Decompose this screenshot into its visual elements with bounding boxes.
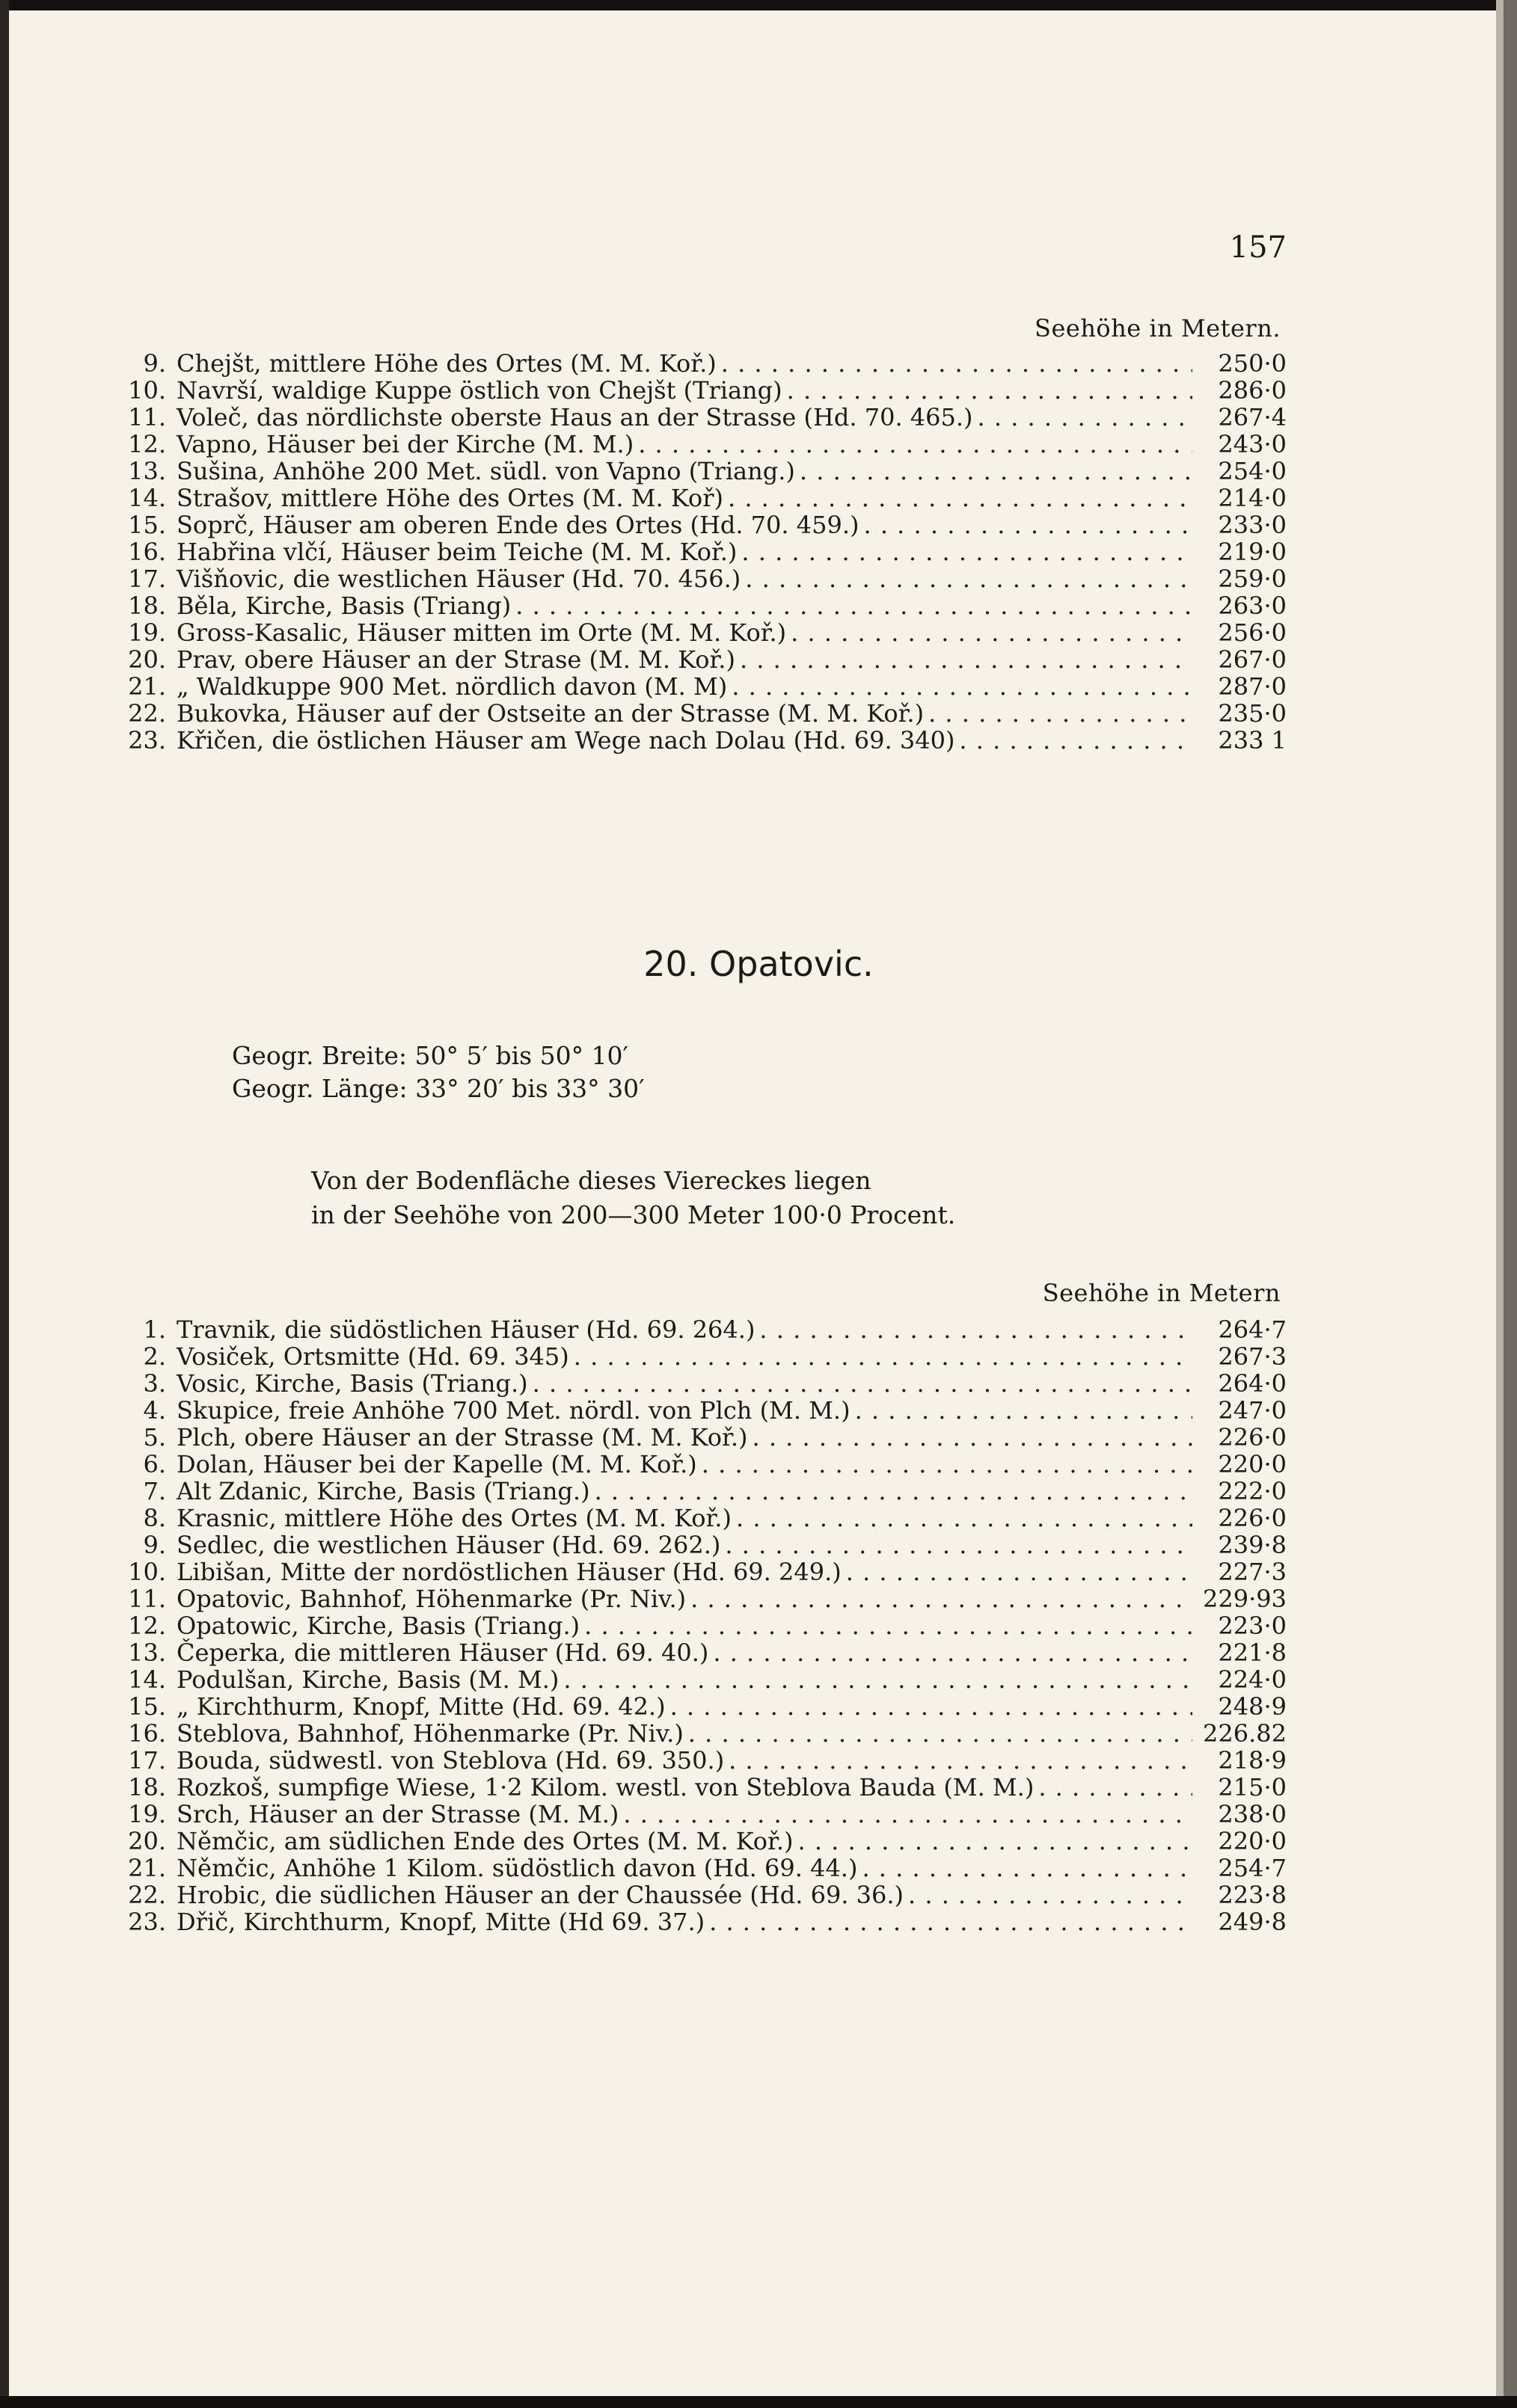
dot-leader bbox=[752, 1424, 1192, 1451]
row-location: Libišan, Mitte der nordöstlichen Häuser (Hd. 69. 249.) bbox=[177, 1558, 842, 1586]
row-location: Soprč, Häuser am oberen Ende des Ortes (Hd. 70. 459.) bbox=[177, 511, 859, 539]
row-location: Vosic, Kirche, Basis (Triang.) bbox=[177, 1369, 528, 1398]
dot-leader bbox=[563, 1666, 1192, 1693]
row-number: 2. bbox=[143, 1342, 166, 1371]
row-elevation: 259·0 bbox=[1218, 565, 1287, 593]
row-number: 14. bbox=[128, 484, 166, 512]
page-number: 157 bbox=[1229, 230, 1287, 265]
row-number: 21. bbox=[128, 672, 166, 701]
row-location: Prav, obere Häuser an der Strase (M. M. Koř.) bbox=[177, 645, 735, 674]
row-elevation: 235·0 bbox=[1218, 699, 1287, 728]
row-elevation: 226·0 bbox=[1218, 1504, 1287, 1532]
dot-leader bbox=[728, 485, 1192, 512]
row-location: Gross-Kasalic, Häuser mitten im Orte (M. M. Koř.) bbox=[177, 618, 787, 647]
row-location: Čeperka, die mittleren Häuser (Hd. 69. 40.) bbox=[177, 1638, 709, 1667]
dot-leader bbox=[862, 1855, 1192, 1882]
dot-leader bbox=[863, 512, 1192, 538]
table-row bbox=[120, 1532, 1287, 1558]
row-elevation: 254·0 bbox=[1218, 457, 1287, 485]
row-elevation: 220·0 bbox=[1218, 1450, 1287, 1478]
row-elevation: 220·0 bbox=[1218, 1827, 1287, 1855]
longitude-line: Geogr. Länge: 33° 20′ bis 33° 30′ bbox=[232, 1074, 645, 1103]
row-elevation: 226·0 bbox=[1218, 1423, 1287, 1452]
row-location: Plch, obere Häuser an der Strasse (M. M. Koř.) bbox=[177, 1423, 748, 1452]
row-location: Travnik, die südöstlichen Häuser (Hd. 69. 264.) bbox=[177, 1315, 756, 1344]
table-row bbox=[120, 619, 1287, 646]
dot-leader bbox=[533, 1370, 1192, 1397]
row-location: Hrobic, die südlichen Häuser an der Chaussée (Hd. 69. 36.) bbox=[177, 1881, 904, 1909]
row-number: 19. bbox=[128, 618, 166, 647]
table-row bbox=[120, 1316, 1287, 1343]
table-row bbox=[120, 646, 1287, 673]
row-number: 12. bbox=[128, 430, 166, 458]
row-elevation: 222·0 bbox=[1218, 1477, 1287, 1505]
row-number: 14. bbox=[128, 1665, 166, 1694]
row-location: Navrší, waldige Kuppe östlich von Chejšt (Triang) bbox=[177, 376, 782, 405]
table-row bbox=[120, 565, 1287, 592]
row-location: Višňovic, die westlichen Häuser (Hd. 70. 456.) bbox=[177, 565, 741, 593]
table-row bbox=[120, 1720, 1287, 1747]
row-elevation: 215·0 bbox=[1218, 1773, 1287, 1802]
dot-leader bbox=[638, 431, 1192, 458]
row-location: Steblova, Bahnhof, Höhenmarke (Pr. Niv.) bbox=[177, 1719, 684, 1748]
table-row bbox=[120, 1639, 1287, 1666]
table-row bbox=[120, 1397, 1287, 1424]
dot-leader bbox=[623, 1801, 1192, 1828]
row-number: 17. bbox=[128, 1746, 166, 1775]
dot-leader bbox=[787, 377, 1192, 404]
dot-leader bbox=[800, 458, 1192, 485]
table-row bbox=[120, 350, 1287, 377]
dot-leader bbox=[759, 1316, 1192, 1343]
row-elevation: 229·93 bbox=[1203, 1585, 1287, 1613]
table-row bbox=[120, 1882, 1287, 1908]
table-row bbox=[120, 727, 1287, 754]
row-number: 22. bbox=[128, 1881, 166, 1909]
row-location: Habřina vlčí, Häuser beim Teiche (M. M. Koř.) bbox=[177, 538, 738, 566]
dot-leader bbox=[959, 727, 1192, 754]
table-row bbox=[120, 1747, 1287, 1774]
row-number: 20. bbox=[128, 645, 166, 674]
table-row bbox=[120, 1612, 1287, 1639]
table-row bbox=[120, 431, 1287, 458]
row-location: „ Kirchthurm, Knopf, Mitte (Hd. 69. 42.) bbox=[177, 1692, 666, 1721]
row-number: 15. bbox=[128, 511, 166, 539]
dot-leader bbox=[740, 646, 1192, 673]
dot-leader bbox=[978, 404, 1192, 431]
row-number: 9. bbox=[143, 1531, 166, 1559]
summary-line-1: Von der Bodenfläche dieses Viereckes liegen bbox=[311, 1166, 871, 1195]
row-location: Dřič, Kirchthurm, Knopf, Mitte (Hd 69. 37.) bbox=[177, 1908, 705, 1936]
dot-leader bbox=[690, 1585, 1192, 1612]
table-row bbox=[120, 1801, 1287, 1828]
table-row bbox=[120, 1585, 1287, 1612]
row-location: Vosiček, Ortsmitte (Hd. 69. 345) bbox=[177, 1342, 569, 1371]
dot-leader bbox=[670, 1693, 1192, 1720]
row-number: 21. bbox=[128, 1854, 166, 1882]
row-elevation: 254·7 bbox=[1218, 1854, 1287, 1882]
row-elevation: 256·0 bbox=[1218, 618, 1287, 647]
row-elevation: 267·4 bbox=[1218, 403, 1287, 431]
table-row bbox=[120, 1828, 1287, 1855]
row-location: Chejšt, mittlere Höhe des Ortes (M. M. Koř.) bbox=[177, 349, 717, 378]
table-row bbox=[120, 1370, 1287, 1397]
row-location: Podulšan, Kirche, Basis (M. M.) bbox=[177, 1665, 560, 1694]
scan-border-top bbox=[0, 0, 1517, 10]
dot-leader bbox=[702, 1451, 1192, 1478]
row-elevation: 223·8 bbox=[1218, 1881, 1287, 1909]
scan-border-left bbox=[0, 0, 9, 2408]
row-elevation: 286·0 bbox=[1218, 376, 1287, 405]
table-row bbox=[120, 512, 1287, 538]
row-number: 15. bbox=[128, 1692, 166, 1721]
dot-leader bbox=[595, 1478, 1192, 1505]
row-number: 18. bbox=[128, 1773, 166, 1802]
row-number: 13. bbox=[128, 457, 166, 485]
table-row bbox=[120, 1855, 1287, 1882]
table-row bbox=[120, 1558, 1287, 1585]
row-number: 18. bbox=[128, 592, 166, 620]
dot-leader bbox=[846, 1558, 1192, 1585]
geographic-coordinates bbox=[232, 1039, 645, 1105]
row-elevation: 249·8 bbox=[1218, 1908, 1287, 1936]
row-elevation: 219·0 bbox=[1218, 538, 1287, 566]
row-number: 17. bbox=[128, 565, 166, 593]
row-location: Vapno, Häuser bei der Kirche (M. M.) bbox=[177, 430, 634, 458]
table2-entries bbox=[120, 1316, 1287, 1935]
row-number: 16. bbox=[128, 538, 166, 566]
table-row bbox=[120, 673, 1287, 700]
section-title: 20. Opatovic. bbox=[643, 944, 874, 984]
table-row bbox=[120, 1424, 1287, 1451]
row-number: 4. bbox=[143, 1396, 166, 1425]
row-location: Běla, Kirche, Basis (Triang) bbox=[177, 592, 512, 620]
scan-border-right-inner bbox=[1504, 0, 1517, 2408]
dot-leader bbox=[797, 1828, 1192, 1855]
row-elevation: 233·0 bbox=[1218, 511, 1287, 539]
table-row bbox=[120, 1478, 1287, 1505]
row-elevation: 267·0 bbox=[1218, 645, 1287, 674]
row-number: 19. bbox=[128, 1800, 166, 1828]
dot-leader bbox=[574, 1343, 1192, 1370]
row-location: Dolan, Häuser bei der Kapelle (M. M. Koř.) bbox=[177, 1450, 697, 1478]
summary-line-2: in der Seehöhe von 200—300 Meter 100·0 Procent. bbox=[311, 1200, 956, 1229]
dot-leader bbox=[928, 700, 1192, 727]
row-elevation: 248·9 bbox=[1218, 1692, 1287, 1721]
row-number: 23. bbox=[128, 1908, 166, 1936]
dot-leader bbox=[729, 1747, 1192, 1774]
row-elevation: 233 1 bbox=[1218, 726, 1287, 755]
row-number: 12. bbox=[128, 1612, 166, 1640]
table-row bbox=[120, 1451, 1287, 1478]
row-location: Sedlec, die westlichen Häuser (Hd. 69. 262.) bbox=[177, 1531, 721, 1559]
row-location: Alt Zdanic, Kirche, Basis (Triang.) bbox=[177, 1477, 590, 1505]
dot-leader bbox=[721, 350, 1192, 377]
row-elevation: 247·0 bbox=[1218, 1396, 1287, 1425]
row-number: 11. bbox=[128, 1585, 166, 1613]
dot-leader bbox=[908, 1882, 1192, 1908]
row-elevation: 218·9 bbox=[1218, 1746, 1287, 1775]
dot-leader bbox=[745, 565, 1192, 592]
dot-leader bbox=[688, 1720, 1192, 1747]
row-number: 7. bbox=[143, 1477, 166, 1505]
row-elevation: 223·0 bbox=[1218, 1612, 1287, 1640]
row-number: 23. bbox=[128, 726, 166, 755]
table-row bbox=[120, 592, 1287, 619]
row-elevation: 226.82 bbox=[1203, 1719, 1287, 1748]
row-location: „ Waldkuppe 900 Met. nördlich davon (M. M) bbox=[177, 672, 728, 701]
row-number: 3. bbox=[143, 1369, 166, 1398]
row-number: 20. bbox=[128, 1827, 166, 1855]
dot-leader bbox=[584, 1612, 1192, 1639]
row-number: 5. bbox=[143, 1423, 166, 1452]
row-elevation: 227·3 bbox=[1218, 1558, 1287, 1586]
row-elevation: 224·0 bbox=[1218, 1665, 1287, 1694]
table-row bbox=[120, 538, 1287, 565]
table-row bbox=[120, 1505, 1287, 1532]
table-row bbox=[120, 1666, 1287, 1693]
dot-leader bbox=[515, 592, 1192, 619]
row-location: Skupice, freie Anhöhe 700 Met. nördl. von Plch (M. M.) bbox=[177, 1396, 851, 1425]
row-elevation: 221·8 bbox=[1218, 1638, 1287, 1667]
row-number: 1. bbox=[143, 1315, 166, 1344]
row-location: Srch, Häuser an der Strasse (M. M.) bbox=[177, 1800, 619, 1828]
table-row bbox=[120, 1774, 1287, 1801]
dot-leader bbox=[741, 538, 1192, 565]
row-number: 10. bbox=[128, 1558, 166, 1586]
row-location: Opatovic, Bahnhof, Höhenmarke (Pr. Niv.) bbox=[177, 1585, 687, 1613]
area-summary bbox=[311, 1164, 955, 1232]
row-location: Němčic, am südlichen Ende des Ortes (M. M. Koř.) bbox=[177, 1827, 794, 1855]
scan-border-bottom bbox=[0, 2396, 1517, 2408]
row-location: Bukovka, Häuser auf der Ostseite an der Strasse (M. M. Koř.) bbox=[177, 699, 925, 728]
table1-column-header: Seehöhe in Metern. bbox=[1035, 314, 1281, 343]
row-elevation: 239·8 bbox=[1218, 1531, 1287, 1559]
table-row bbox=[120, 700, 1287, 727]
table-row bbox=[120, 1343, 1287, 1370]
row-elevation: 287·0 bbox=[1218, 672, 1287, 701]
table-row bbox=[120, 1693, 1287, 1720]
row-location: Bouda, südwestl. von Steblova (Hd. 69. 350.) bbox=[177, 1746, 725, 1775]
table2-column-header: Seehöhe in Metern bbox=[1042, 1279, 1281, 1307]
row-number: 6. bbox=[143, 1450, 166, 1478]
row-number: 13. bbox=[128, 1638, 166, 1667]
row-location: Opatowic, Kirche, Basis (Triang.) bbox=[177, 1612, 580, 1640]
table-row bbox=[120, 377, 1287, 404]
dot-leader bbox=[725, 1532, 1192, 1558]
row-elevation: 214·0 bbox=[1218, 484, 1287, 512]
dot-leader bbox=[791, 619, 1192, 646]
row-elevation: 264·7 bbox=[1218, 1315, 1287, 1344]
row-location: Voleč, das nördlichste oberste Haus an der Strasse (Hd. 70. 465.) bbox=[177, 403, 973, 431]
row-elevation: 263·0 bbox=[1218, 592, 1287, 620]
row-number: 9. bbox=[143, 349, 166, 378]
row-elevation: 250·0 bbox=[1218, 349, 1287, 378]
table1-entries bbox=[120, 350, 1287, 754]
row-location: Sušina, Anhöhe 200 Met. südl. von Vapno (Triang.) bbox=[177, 457, 795, 485]
row-location: Strašov, mittlere Höhe des Ortes (M. M. Koř) bbox=[177, 484, 723, 512]
dot-leader bbox=[732, 673, 1192, 700]
table-row bbox=[120, 404, 1287, 431]
row-number: 22. bbox=[128, 699, 166, 728]
row-elevation: 238·0 bbox=[1218, 1800, 1287, 1828]
row-elevation: 264·0 bbox=[1218, 1369, 1287, 1398]
table-row bbox=[120, 458, 1287, 485]
dot-leader bbox=[855, 1397, 1192, 1424]
row-number: 11. bbox=[128, 403, 166, 431]
dot-leader bbox=[713, 1639, 1192, 1666]
dot-leader bbox=[709, 1908, 1192, 1935]
row-number: 10. bbox=[128, 376, 166, 405]
row-number: 8. bbox=[143, 1504, 166, 1532]
latitude-line: Geogr. Breite: 50° 5′ bis 50° 10′ bbox=[232, 1041, 629, 1070]
row-location: Němčic, Anhöhe 1 Kilom. südöstlich davon (Hd. 69. 44.) bbox=[177, 1854, 858, 1882]
dot-leader bbox=[736, 1505, 1192, 1532]
table-row bbox=[120, 1908, 1287, 1935]
table-row bbox=[120, 485, 1287, 512]
dot-leader bbox=[1038, 1774, 1192, 1801]
row-location: Rozkoš, sumpfige Wiese, 1·2 Kilom. westl. von Steblova Bauda (M. M.) bbox=[177, 1773, 1035, 1802]
row-location: Křičen, die östlichen Häuser am Wege nach Dolau (Hd. 69. 340) bbox=[177, 726, 955, 755]
row-location: Krasnic, mittlere Höhe des Ortes (M. M. Koř.) bbox=[177, 1504, 732, 1532]
row-elevation: 243·0 bbox=[1218, 430, 1287, 458]
row-elevation: 267·3 bbox=[1218, 1342, 1287, 1371]
row-number: 16. bbox=[128, 1719, 166, 1748]
